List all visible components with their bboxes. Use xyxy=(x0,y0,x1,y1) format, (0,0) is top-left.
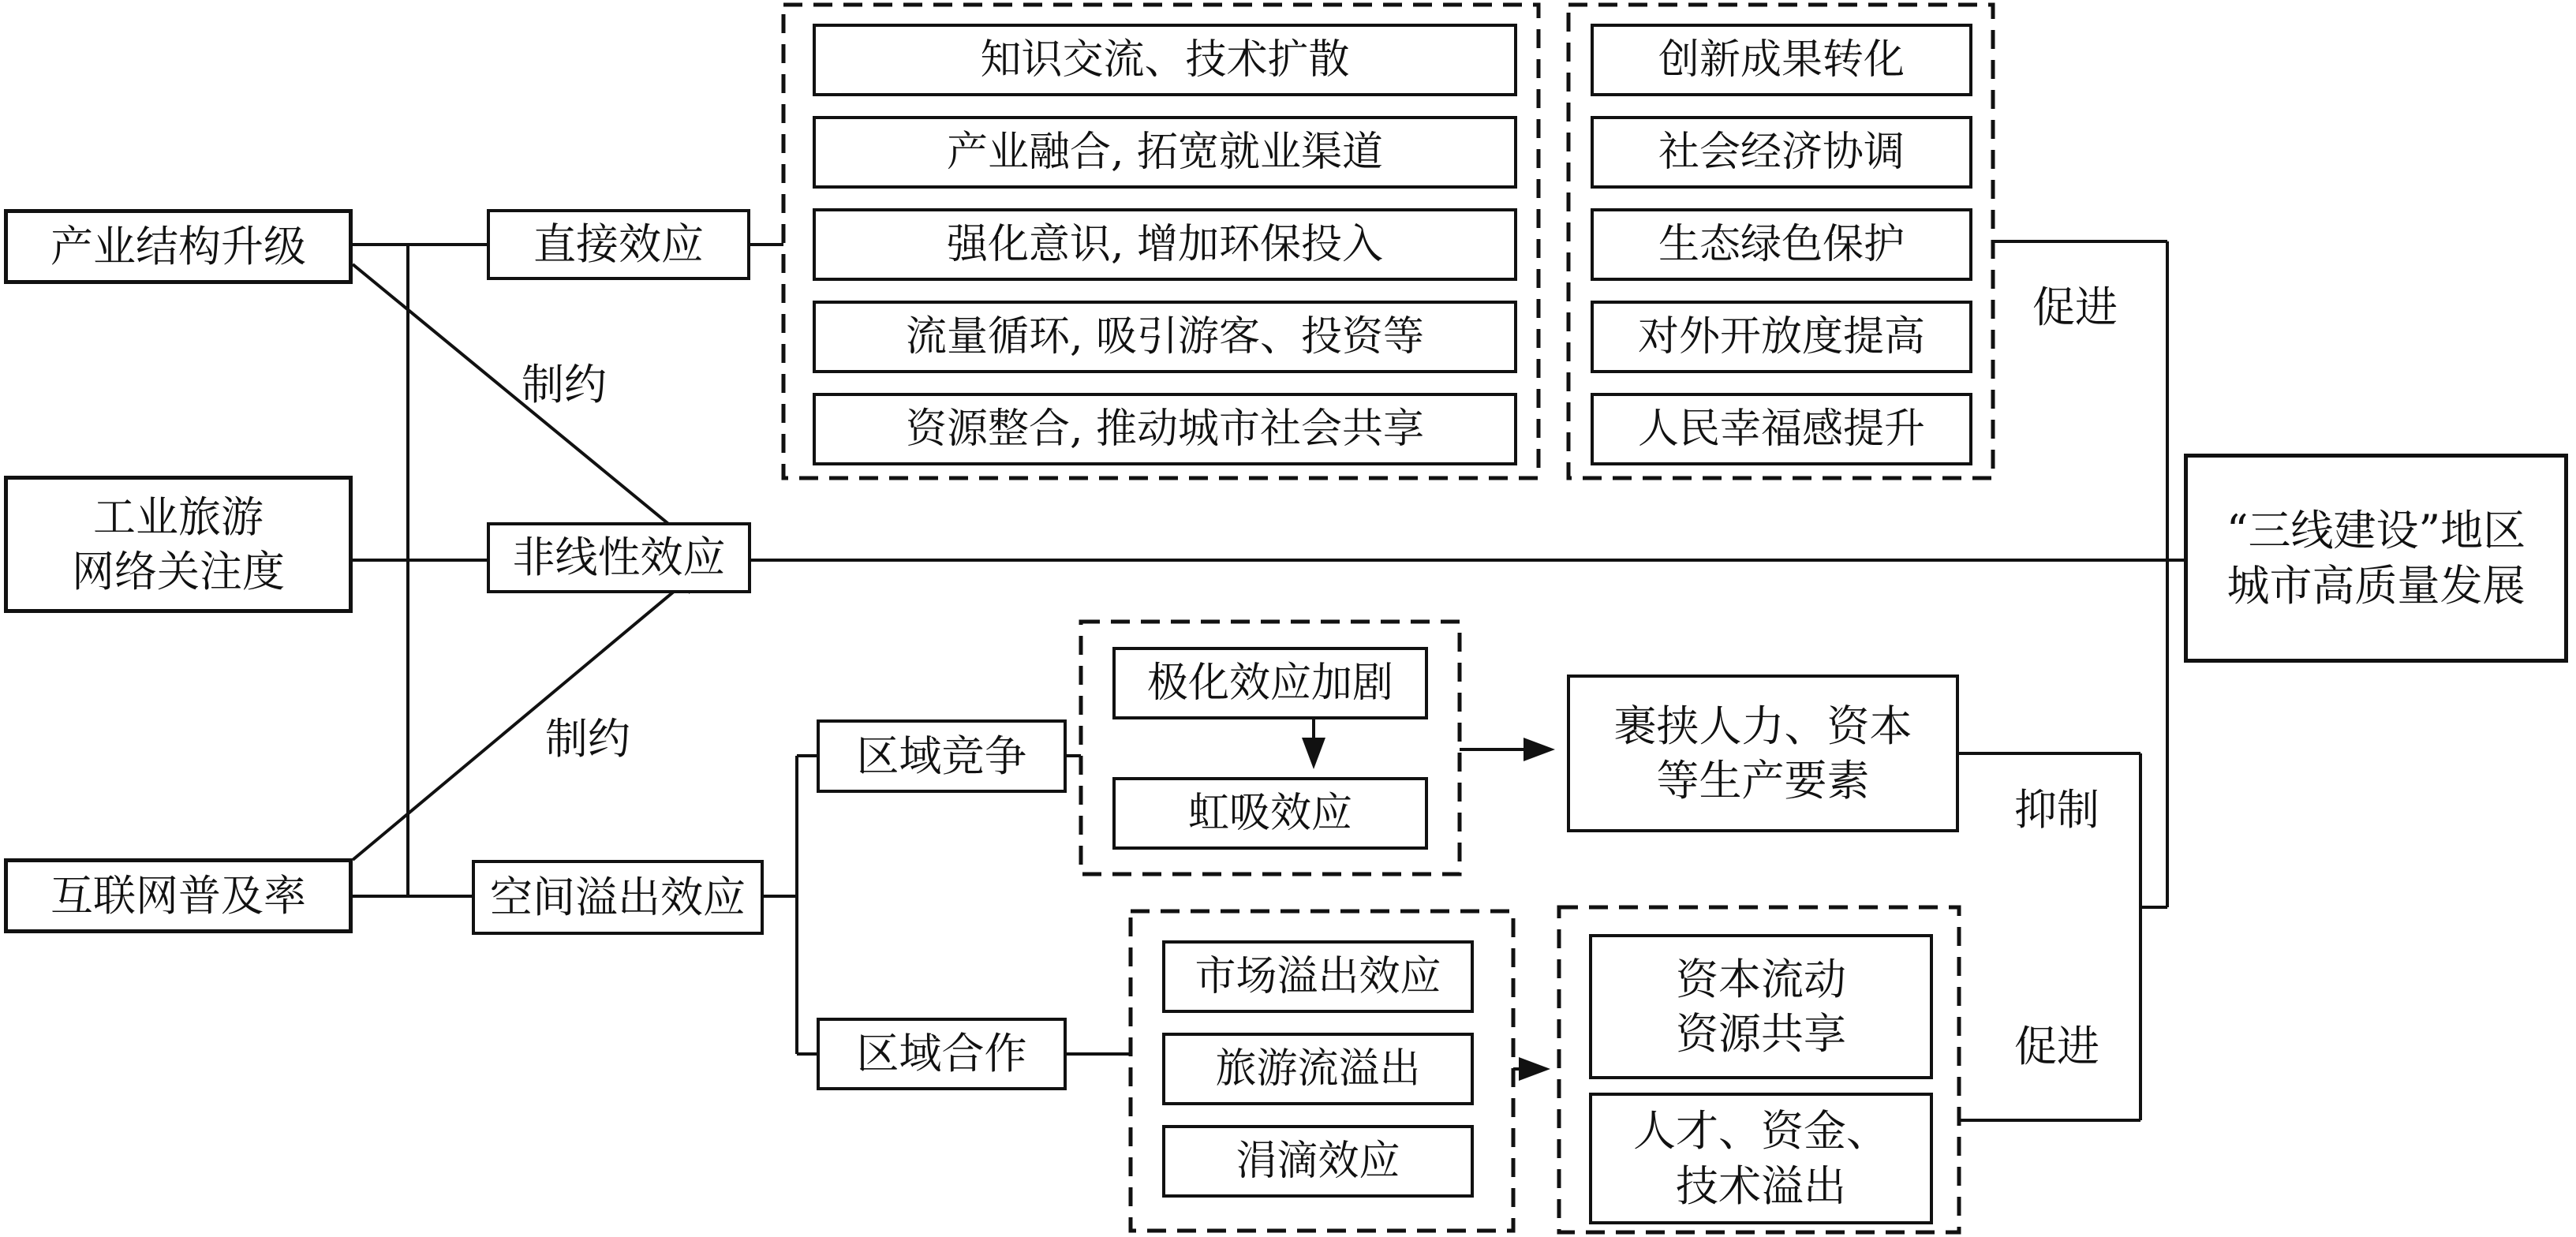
node-industry-upgrade: 产业结构升级 xyxy=(4,209,353,284)
node-direct-outcome-3: 强化意识, 增加环保投入 xyxy=(813,208,1517,281)
node-tourism-flow-spillover: 旅游流溢出 xyxy=(1162,1033,1474,1105)
node-cooperation-result-2: 人才、资金、 技术溢出 xyxy=(1589,1093,1933,1224)
node-cooperation-result-1: 资本流动 资源共享 xyxy=(1589,934,1933,1079)
node-direct-outcome-1: 知识交流、技术扩散 xyxy=(813,24,1517,96)
node-direct-outcome-2: 产业融合, 拓宽就业渠道 xyxy=(813,116,1517,189)
node-promoted-outcome-5: 人民幸福感提升 xyxy=(1591,393,1972,465)
node-trickle-down-effect: 涓滴效应 xyxy=(1162,1125,1474,1198)
node-promoted-outcome-2: 社会经济协调 xyxy=(1591,116,1972,189)
node-regional-cooperation: 区域合作 xyxy=(817,1018,1067,1090)
label-constrain-upper: 制约 xyxy=(522,359,607,409)
node-siphon-effect: 虹吸效应 xyxy=(1112,777,1428,850)
node-competition-result: 裹挟人力、资本 等生产要素 xyxy=(1567,675,1959,832)
label-suppress: 抑制 xyxy=(2014,784,2099,835)
node-regional-competition: 区域竞争 xyxy=(817,719,1067,793)
node-direct-effect: 直接效应 xyxy=(487,209,750,280)
node-market-spillover: 市场溢出效应 xyxy=(1162,940,1474,1013)
node-tourism-attention: 工业旅游 网络关注度 xyxy=(4,476,353,613)
arrow-constrain-lower xyxy=(353,567,703,860)
label-constrain-lower: 制约 xyxy=(545,713,630,764)
node-direct-outcome-4: 流量循环, 吸引游客、投资等 xyxy=(813,301,1517,373)
label-promote-upper: 促进 xyxy=(2032,282,2118,332)
node-nonlinear-effect: 非线性效应 xyxy=(487,522,751,593)
node-direct-outcome-5: 资源整合, 推动城市社会共享 xyxy=(813,393,1517,465)
node-polarization-effect: 极化效应加剧 xyxy=(1112,647,1428,719)
label-promote-lower: 促进 xyxy=(2014,1021,2099,1071)
node-internet-penetration: 互联网普及率 xyxy=(4,858,353,933)
node-target-development: “三线建设”地区 城市高质量发展 xyxy=(2184,454,2568,663)
node-promoted-outcome-4: 对外开放度提高 xyxy=(1591,301,1972,373)
node-promoted-outcome-1: 创新成果转化 xyxy=(1591,24,1972,96)
node-promoted-outcome-3: 生态绿色保护 xyxy=(1591,208,1972,281)
node-spatial-spillover-effect: 空间溢出效应 xyxy=(472,860,764,935)
